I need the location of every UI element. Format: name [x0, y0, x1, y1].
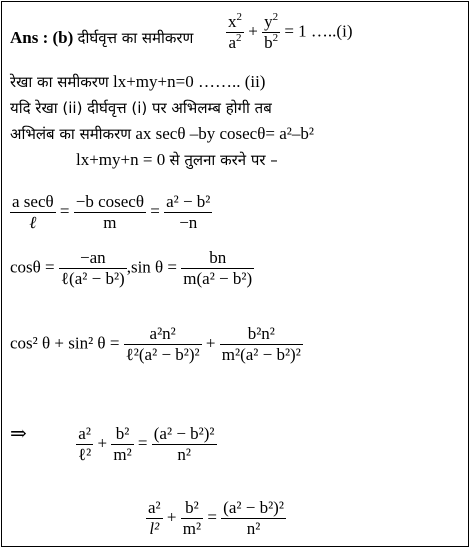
cos-sin-equation	[10, 248, 254, 289]
line-2	[10, 72, 265, 92]
line-equation-label: रेखा का समीकरण	[10, 73, 109, 91]
ellipse-equation-label: दीर्घवृत्त का समीकरण	[77, 29, 194, 47]
cos-lhs: cosθ =	[10, 257, 55, 277]
sin-fraction: $\frac{bn}{\text{m(a² − b²)}}$	[183, 248, 253, 288]
line-equation: lx+my+n=0 …….. (ii)	[112, 72, 266, 91]
identity-fraction-1: $\frac{\text{a²n²}}{\text{ℓ²(a² − b²)²}}$	[125, 324, 200, 364]
compare-text: से तुलना करने पर –	[169, 151, 278, 169]
identity-equation: cos² θ + sin² θ = $\frac{\text{a²n²}}{\text{ℓ²(a² − b²)²}}$ + $\frac{\text{b²n²}}{\text{m²(a² − b²)²}}$	[10, 324, 301, 364]
answer-label: Ans : (b)	[10, 28, 74, 47]
ellipse-rhs: = 1 …..(i)	[284, 21, 353, 41]
line-1	[10, 28, 193, 48]
ratio-fraction-3: $\frac{\text{a² − b²}}{-n}$	[166, 192, 211, 232]
ratio-fraction-2: $\frac{\text{−b cosecθ}}{m}$	[75, 192, 144, 232]
identity-fraction-2: $\frac{\text{b²n²}}{\text{m²(a² − b²)²}}$	[221, 324, 301, 364]
result2-fraction-1: $\frac{\text{a²}}{\text{l²}}$	[148, 498, 161, 538]
ratio-equation: $\frac{\text{a secθ}}{\text{ℓ}}$ = $\frac{\text{−b cosecθ}}{m}$ = $\frac{\text{a² − b²}}{-n}$	[12, 192, 211, 232]
compare-equation: lx+my+n = 0	[76, 150, 166, 169]
ellipse-x-fraction: $\frac{x^2}{a^2}$	[228, 11, 242, 52]
result-equation-2: $\frac{\text{a²}}{\text{l²}}$ + $\frac{\text{b²}}{\text{m²}}$ = $\frac{\text{(a² − b²)²}}{\text{n²}}$	[148, 498, 284, 538]
result1-fraction-3: $\frac{\text{(a² − b²)²}}{\text{n²}}$	[153, 424, 215, 464]
result-equation-1: $\frac{\text{a²}}{\text{ℓ²}}$ + $\frac{\text{b²}}{\text{m²}}$ = $\frac{\text{(a² − b²)²}}{\text{n²}}$	[78, 424, 215, 464]
result1-fraction-1: $\frac{\text{a²}}{\text{ℓ²}}$	[78, 424, 92, 464]
normal-condition-text: यदि रेखा (ii) दीर्घवृत्त (i) पर अभिलम्ब होगी तब	[10, 99, 272, 117]
normal-equation: ax secθ –by cosecθ= a²–b²	[135, 124, 314, 143]
implies-arrow: ⇒	[10, 423, 27, 445]
ellipse-y-fraction: $\frac{y^2}{b^2}$	[264, 11, 279, 52]
ellipse-equation: $\frac{x^2}{a^2}$ + $\frac{y^2}{b^2}$ = 1 …..(i)	[228, 11, 353, 52]
ratio-fraction-1: $\frac{\text{a secθ}}{\text{ℓ}}$	[12, 192, 54, 232]
line-3	[10, 98, 272, 118]
line-4	[10, 124, 314, 144]
cos-fraction: $\frac{-an}{\text{ℓ(a² − b²)}}$	[60, 248, 125, 288]
sin-lhs: ,sin θ =	[126, 257, 178, 277]
result2-fraction-3: $\frac{\text{(a² − b²)²}}{\text{n²}}$	[223, 498, 284, 538]
line-5	[76, 150, 278, 170]
implies-equation	[10, 424, 27, 445]
result1-fraction-2: $\frac{\text{b²}}{\text{m²}}$	[113, 424, 132, 464]
result2-fraction-2: $\frac{\text{b²}}{\text{m²}}$	[182, 498, 202, 538]
normal-equation-label: अभिलंब का समीकरण	[10, 125, 132, 143]
identity-lhs: cos² θ + sin² θ =	[10, 333, 120, 353]
